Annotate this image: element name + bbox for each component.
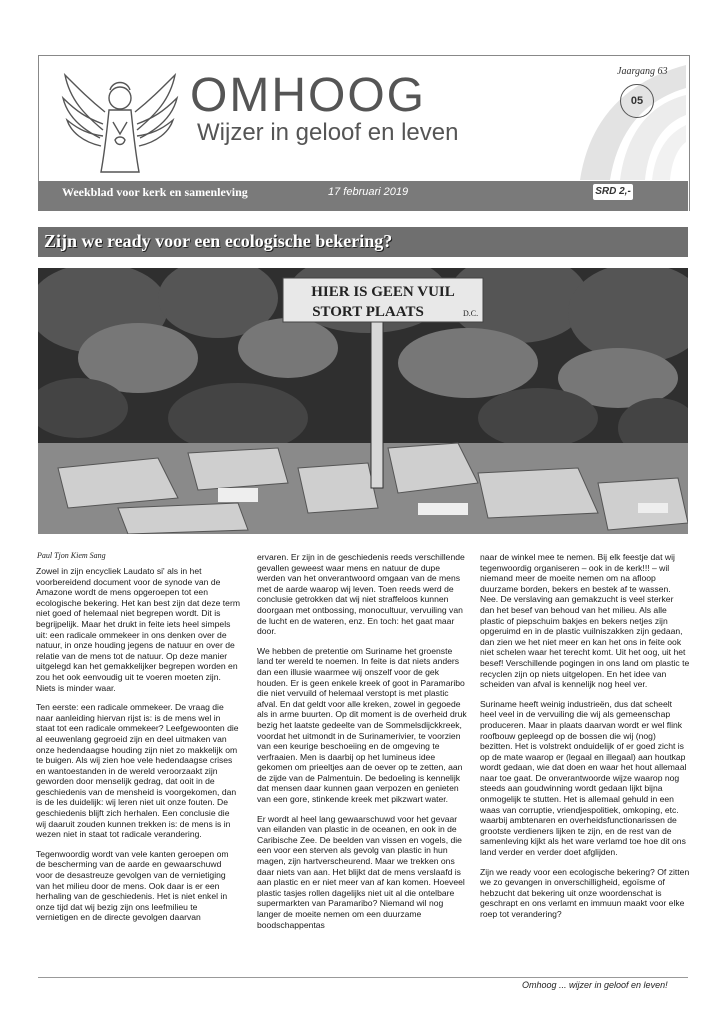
paragraph: Zowel in zijn encycliek Laudato si' als in het voorbereidend document voor de synode van de Amazone wordt de mens opgeroepen tot een ecologische bekering. Het kan best zijn dat deze term niet goed of helemaal niet begrepen wordt. Dit is begrijpelijk. Maar het drukt in feite iets heel simpels uit: een radicale ommekeer in ons denken over de natuur, in onze houding jegens de natuur en over de relatie van de mens tot de natuur. Op deze manier uitgelegd kan het gemakkelijker begrepen worden en zou het ook eenvoudig uit te voeren moeten zijn. Niets is minder waar. [36, 566, 240, 693]
volume-label: Jaargang 63 [617, 66, 668, 77]
sign-text-line2: STORT PLAATS [312, 304, 424, 320]
paragraph: Zijn we ready voor een ecologische bekering? Of zitten we zo gevangen in onverschilligheid, egoïsme of hebzucht dat bekering uit onze woordenschat is geschrapt en ons verlamt en immuun maakt voor elke roep tot verandering? [480, 866, 690, 919]
article-column-1 [36, 566, 240, 932]
angel-logo-icon [55, 60, 185, 180]
publication-title: OMHOOG [190, 69, 426, 122]
article-photo [38, 268, 688, 534]
article-column-2 [257, 552, 468, 939]
photo-illustration [38, 268, 688, 534]
decorative-swoosh-icon [520, 60, 686, 180]
paragraph: Ten eerste: een radicale ommekeer. De vraag die naar aanleiding hiervan rijst is: is de mens wel in staat tot een radicale ommekeer? Leefgewoonten die al eeuwenlang gegroeid zijn en deel uitmaken van onze hedendaagse houding zijn niet zo makkelijk om te buigen. Als wij zien hoe vele hedendaagse crises en wantoestanden in de wereld veroorzaakt zijn geworden door menselijk gedrag, dat ooit in de geschiedenis van de mensheid is voorgekomen, dan is de les duidelijk: wij leren niet uit onze fouten. De geschiedenis blijft zich herhalen. Een conclusie die wij daaruit zouden kunnen trekken is: de mens is in wezen niet in staat tot radicale verandering. [36, 702, 239, 840]
paragraph: We hebben de pretentie om Suriname het groenste land ter wereld te noemen. In feite is dat niets anders dan een illusie waarmee wij onszelf voor de gek houden. Er is geen enkele kreek of goot in Paramaribo die niet vervuild of helemaal verstopt is met plastic afval. En dat geldt voor alle kreken, zowel in gegoede als in arme buurten. Op dit moment is de overheid druk bezig het laatste gedeelte van de Sommelsdijckkreek, voordat het uitmondt in de Surinamerivier, te voorzien van een keurige beschoeiing en de omgeving te verfraaien. Men is daarbij op het lumineus idee gekomen om prieeltjes aan de oever op te zetten, aan de zijde van de Palmentuin. De bedoeling is kennelijk dat mensen daar kunnen gaan verpozen en genieten van een gore, stinkende kreek met pikzwart water. [257, 645, 467, 805]
issue-number-badge: 05 [620, 84, 654, 118]
paragraph: Tegenwoordig wordt van vele kanten geroepen om de bescherming van de aarde en gewaarschuwd voor de desastreuze gevolgen van de vernietiging van het milieu door de mens. Ook daar is er een herhaling van de geschiedenis. Het is niet enkel in onze tijd dat wij bezig zijn ons leefmilieu te vernietigen en de directe gevolgen daarvan [36, 848, 229, 923]
sign-text-suffix: D.C. [463, 309, 479, 318]
footer-slogan: Omhoog ... wijzer in geloof en leven! [522, 980, 668, 990]
price-badge: SRD 2,- [593, 184, 633, 200]
paragraph: Er wordt al heel lang gewaarschuwd voor het gevaar van eilanden van plastic in de oceanen, en ook in de Caribische Zee. De beelden van vissen en vogels, die een voor een sterven als gevolg van plastic in hun magen, zijn hartverscheurend. Maar we trekken ons daar niets van aan. Het blijkt dat de mens verslaafd is aan plastic en er niet meer van af kan komen. Hoeveel plastic tasjes rollen dagelijks niet uit al die ontelbare supermarkten van Paramaribo? Niemand wil nog langer de moeite nemen om een duurzame boodschappentas [257, 813, 465, 930]
publication-subtitle: Wijzer in geloof en leven [197, 119, 459, 146]
footer-divider [38, 977, 688, 978]
paragraph: ervaren. Er zijn in de geschiedenis reeds verschillende gevallen geweest waar mens en natuur de dupe werden van het onverantwoord omgaan van de mens met de aarde waarop wij leven. Toen reeds werd de conclusie getrokken dat wij niet straffeloos kunnen doorgaan met ontbossing, monocultuur, vervuiling van de lucht en de wateren, enz. En toch: het gaat maar door. [257, 552, 465, 637]
sign-text-line1: HIER IS GEEN VUIL [311, 284, 455, 300]
paragraph: naar de winkel mee te nemen. Bij elk feestje dat wij tegenwoordig organiseren – ook in de kerk!!! – wil niemand meer de moeite nemen om na afloop duurzame borden, bekers en bestek af te wassen. Nee. De verslaving aan gemakzucht is veel sterker dan het besef van behoud van het milieu. Als alle plastic of piepschuim bakjes en bekers netjes zijn opgeruimd en in de plastic vuilniszakken zijn gedaan, dan zien we het niet meer en kan het ons in feite ook niet schelen waar het terecht komt. Uit het oog, uit het besef! Verschillende pogingen in ons land om plastic te recyclen zijn op niets uitgelopen. En het idee van scheiden van afval is kennelijk nog heel ver. [480, 552, 690, 690]
article-byline: Paul Tjon Kiem Sang [37, 551, 106, 560]
paragraph: Suriname heeft weinig industrieën, dus dat scheelt heel veel in de vervuiling die wij als gemeenschap produceren. Maar in plaats daarvan wordt er wel flink roofbouw gepleegd op de bossen die wij (nog) bezitten. Het is volstrekt onduidelijk of er goed zicht is op de mate waarop er (legaal en illegaal) aan houtkap wordt gedaan, wie dat doen en waar het hout allemaal naar toe gaat. De onverantwoorde wijze waarop nog steeds aan goudwinning wordt gedaan lijkt bijna onmogelijk te stutten. Het is allemaal gehuld in een waas van corruptie, vriendjespolitiek, omkoping, etc. waarbij ambtenaren en overheidsfunctionarissen de grootste verdieners lijken te zijn, en de rest van de samenleving kijkt als het ware verlamd toe hoe dit ons land verder en verder doet afglijden. [480, 698, 687, 858]
issue-date: 17 februari 2019 [328, 186, 409, 198]
article-headline: Zijn we ready voor een ecologische bekering? [44, 231, 393, 251]
article-column-3 [480, 552, 690, 929]
tagline: Weekblad voor kerk en samenleving [62, 185, 248, 199]
